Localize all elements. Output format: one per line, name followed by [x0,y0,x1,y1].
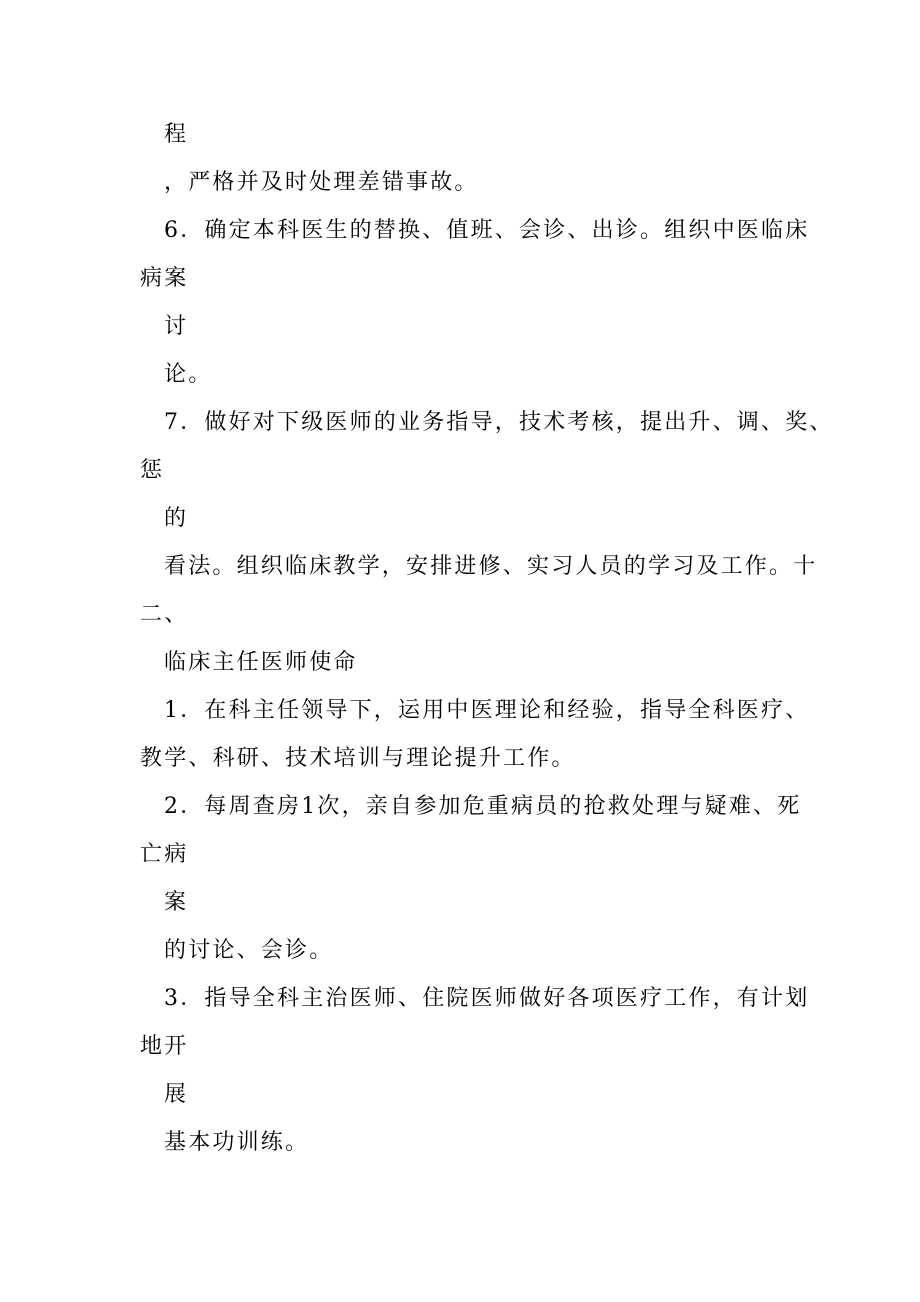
text-line: 2．每周查房1次，亲自参加危重病员的抢救处理与疑难、死 [164,794,802,819]
text-line: 二、 [140,602,189,627]
text-line: ，严格并及时处理差错事故。 [164,170,479,195]
text-line: 6．确定本科医生的替换、值班、会诊、出诊。组织中医临床 [164,218,810,243]
text-line: 展 [164,1082,189,1107]
text-line: 案 [164,890,189,915]
text-line: 1．在科主任领导下，运用中医理论和经验，指导全科医疗、 [164,698,810,723]
text-line: 的 [164,506,189,531]
text-line: 亡病 [140,842,189,867]
text-line: 讨 [164,314,189,339]
text-line: 的讨论、会诊。 [164,938,334,963]
text-line: 地开 [140,1034,189,1059]
text-line: 7．做好对下级医师的业务指导，技术考核，提出升、调、奖、 [164,410,834,435]
text-line: 3．指导全科主治医师、住院医师做好各项医疗工作，有计划 [164,986,810,1011]
text-line: 教学、科研、技术培训与理论提升工作。 [140,746,576,771]
text-line: 看法。组织临床教学，安排进修、实习人员的学习及工作。十 [164,554,818,579]
text-line: 病案 [140,266,189,291]
text-line: 基本功训练。 [164,1130,310,1155]
text-line: 惩 [140,458,165,483]
text-line: 程 [164,122,189,147]
text-line: 论。 [164,362,213,387]
section-heading: 临床主任医师使命 [164,650,358,675]
